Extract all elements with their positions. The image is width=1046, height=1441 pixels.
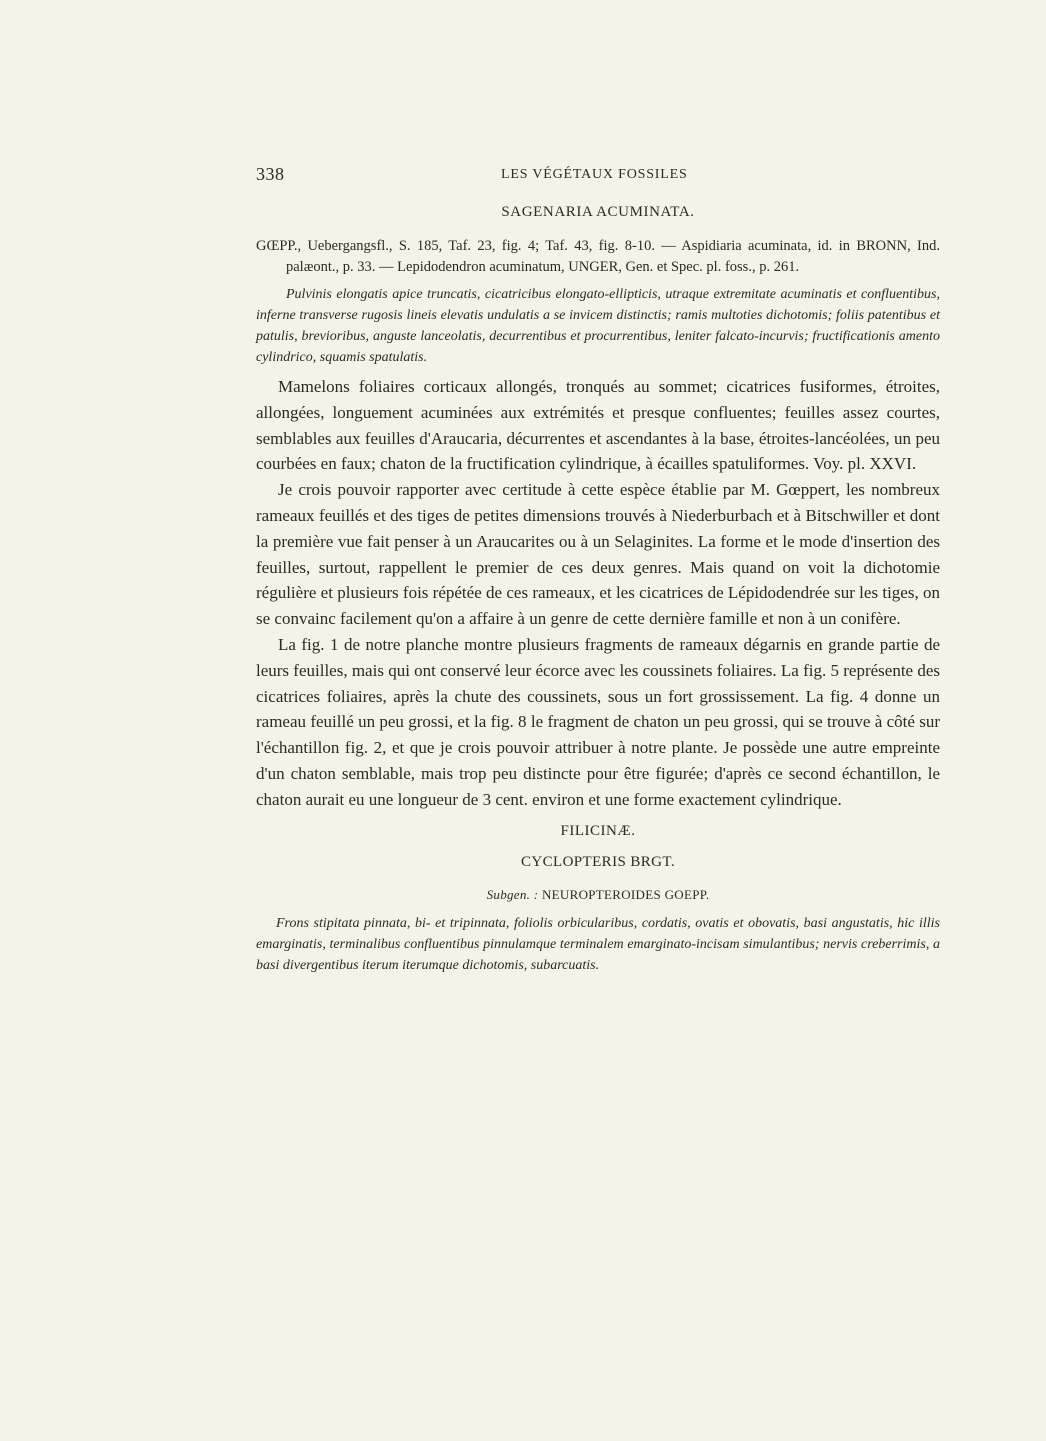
page-number: 338 <box>256 164 285 184</box>
document-page <box>256 164 940 976</box>
description-body <box>256 374 940 813</box>
genus-heading <box>256 854 940 871</box>
subgenus-author: GOEPP. <box>664 886 710 902</box>
species-title: SAGENARIA ACUMINATA. <box>501 204 695 220</box>
genus-title: CYCLOPTERIS <box>520 853 627 870</box>
paragraph-description: Mamelons foliaires corticaux allongés, tronqués au sommet; cicatrices fusiformes, étroites, allongées, longuement acuminées aux extrémités et presque confluentes; feuilles assez courtes, semblables aux feuilles d'Araucaria, décurrentes et ascendantes à la base, étroites-lancéolées, un peu courbées en faux; chaton de la fructification cylindrique, à écailles spatuliformes. Voy. pl. XXVI. <box>256 377 940 474</box>
subgenus-heading <box>256 887 940 903</box>
subgenus-name: NEUROPTEROIDES <box>541 886 662 902</box>
latin-diagnosis: Pulvinis elongatis apice truncatis, cicatricibus elongato-ellipticis, utraque extremitate acuminatis et confluentibus, inferne transverse rugosis lineis elevatis undulatis a se invicem distinctis; ramis multoties dichotomis; foliis patentibus et patulis, brevioribus, anguste lanceolatis, decurrentibus et procurrentibus, leniter falcato-incurvis; fructificationis amento cylindrico, squamis spatulatis. <box>256 287 940 365</box>
family-title: FILICINÆ. <box>560 822 636 839</box>
paragraph-figures: La fig. 1 de notre planche montre plusieurs fragments de rameaux dégarnis en grande partie de leurs feuilles, mais qui ont conservé leur écorce avec les coussinets foliaires. La fig. 5 représente des cicatrices foliaires, après la chute des coussinets, sous un fort grossissement. La fig. 4 donne un rameau feuillé un peu grossi, et la fig. 8 le fragment de chaton un peu grossi, qui se trouve à côté sur l'échantillon fig. 2, et que je crois pouvoir attribuer à notre plante. Je possède une autre empreinte d'un chaton semblable, mais trop peu distincte pour être figurée; d'après ce second échantillon, le chaton aurait eu une longueur de 3 cent. environ et une forme exactement cylindrique. <box>256 634 940 809</box>
running-title: LES VÉGÉTAUX FOSSILES <box>501 167 688 182</box>
genus-diagnosis: Frons stipitata pinnata, bi- et tripinnata, foliolis orbicularibus, cordatis, ovatis et obovatis, basi angustatis, hic illis emarginatis, terminalibus confluentibus pinnulamque terminalem emarginato-incisam simulantibus; nervis creberrimis, a basi divergentibus iterum iterumque dichotomis, subarcuatis. <box>256 915 940 973</box>
genus-author: BRGT. <box>630 853 676 870</box>
paragraph-attribution: Je crois pouvoir rapporter avec certitude à cette espèce établie par M. Gœppert, les nombreux rameaux feuillés et des tiges de petites dimensions trouvés à Niederburbach et à Bitschwiller et dont la première vue fait penser à un Araucarites ou à un Selaginites. La forme et le mode d'insertion des feuilles, surtout, rappellent le premier de ces deux genres. Mais quand on voit la dichotomie régulière et plusieurs fois répétée de ces rameaux, et les cicatrices de Lépidodendrée sur les tiges, on se convainc facilement qu'on a affaire à un genre de cette dernière famille et non à un conifère. <box>256 480 940 629</box>
subgenus-label: Subgen. : <box>486 886 539 902</box>
page-header <box>256 164 940 186</box>
references: GŒPP., Uebergangsfl., S. 185, Taf. 23, fig. 4; Taf. 43, fig. 8-10. — Aspidiaria acuminata, id. in BRONN, Ind. palæont., p. 33. — Lepidodendron acuminatum, UNGER, Gen. et Spec. pl. foss., p. 261. <box>256 238 940 275</box>
